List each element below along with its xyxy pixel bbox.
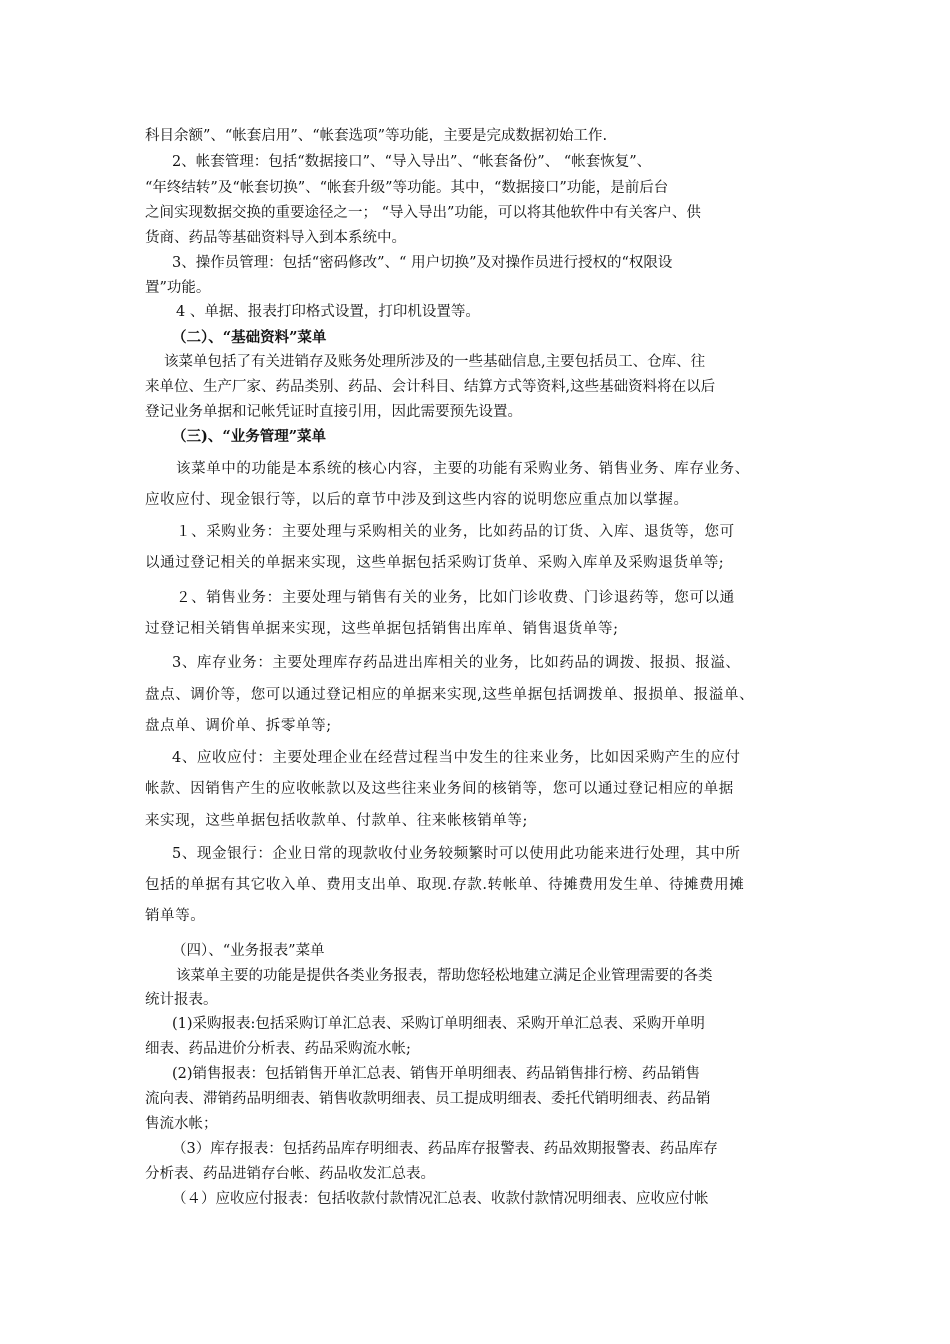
text-line: 统计报表。: [145, 992, 218, 1008]
text-line: 4、应收应付：主要处理企业在经营过程当中发生的往来业务，比如因采购产生的应付: [172, 750, 741, 766]
text-line: 流向表、滞销药品明细表、销售收款明细表、员工提成明细表、委托代销明细表、药品销: [145, 1091, 711, 1107]
text-line: 销单等。: [145, 908, 206, 924]
text-line: “年终结转”及“帐套切换”、“帐套升级”等功能。其中，“数据接口”功能，是前后台: [145, 180, 669, 196]
text-line: 过登记相关销售单据来实现，这些单据包括销售出库单、销售退货单等;: [145, 621, 619, 637]
text-line: ２、销售业务：主要处理与销售有关的业务，比如门诊收费、门诊退药等，您可以通: [176, 590, 735, 606]
section-heading: （三)、“业务管理”菜单: [172, 428, 327, 445]
text-line: 货商、药品等基础资料导入到本系统中。: [145, 230, 406, 246]
text-line: 4 、单据、报表打印格式设置，打印机设置等。: [176, 304, 480, 320]
text-line: 细表、药品进价分析表、药品采购流水帐;: [145, 1041, 411, 1057]
text-line: １、采购业务：主要处理与采购相关的业务，比如药品的订货、入库、退货等，您可: [176, 524, 735, 540]
text-line: 该菜单包括了有关进销存及账务处理所涉及的一些基础信息,主要包括员工、仓库、往: [164, 354, 706, 370]
text-line: （3）库存报表：包括药品库存明细表、药品库存报警表、药品效期报警表、药品库存: [172, 1141, 718, 1157]
text-line: 售流水帐；: [145, 1116, 218, 1132]
text-line: 帐款、因销售产生的应收帐款以及这些往来业务间的核销等，您可以通过登记相应的单据: [145, 781, 734, 797]
text-line: 该菜单主要的功能是提供各类业务报表，帮助您轻松地建立满足企业管理需要的各类: [176, 968, 713, 984]
section-heading: （二）、“基础资料”菜单: [172, 329, 327, 346]
text-line: 科目余额”、“帐套启用”、“帐套选项”等功能，主要是完成数据初始工作.: [145, 128, 608, 144]
text-line: (1)采购报表:包括采购订单汇总表、采购订单明细表、采购开单汇总表、采购开单明: [172, 1016, 705, 1032]
text-line: 盘点、调价等，您可以通过登记相应的单据来实现,这些单据包括调拨单、报损单、报溢单、: [145, 687, 755, 703]
text-line: 分析表、药品进销存台帐、药品收发汇总表。: [145, 1166, 435, 1182]
text-line: 3、库存业务：主要处理库存药品进出库相关的业务，比如药品的调拨、报损、报溢、: [172, 655, 741, 671]
text-line: 以通过登记相关的单据来实现，这些单据包括采购订货单、采购入库单及采购退货单等;: [145, 555, 725, 571]
text-line: 包括的单据有其它收入单、费用支出单、取现.存款.转帐单、待摊费用发生单、待摊费用摊: [145, 877, 745, 893]
text-line: 盘点单、调价单、拆零单等;: [145, 718, 332, 734]
text-line: (2)销售报表：包括销售开单汇总表、销售开单明细表、药品销售排行榜、药品销售: [172, 1066, 701, 1082]
text-line: 置”功能。: [145, 280, 211, 296]
text-line: 来单位、生产厂家、药品类别、药品、会计科目、结算方式等资料,这些基础资料将在以后: [145, 379, 716, 395]
text-line: 该菜单中的功能是本系统的核心内容，主要的功能有采购业务、销售业务、库存业务、: [176, 461, 750, 477]
text-line: 登记业务单据和记帐凭证时直接引用，因此需要预先设置。: [145, 404, 522, 420]
section-heading: （四）、“业务报表”菜单: [172, 943, 325, 959]
text-line: 2、帐套管理：包括“数据接口”、“导入导出”、“帐套备份”、 “帐套恢复”、: [172, 154, 652, 170]
text-line: 应收应付、现金银行等，以后的章节中涉及到这些内容的说明您应重点加以掌握。: [145, 492, 689, 508]
text-line: （４）应收应付报表：包括收款付款情况汇总表、收款付款情况明细表、应收应付帐: [172, 1191, 709, 1207]
text-line: 来实现，这些单据包括收款单、付款单、往来帐核销单等;: [145, 813, 528, 829]
text-line: 之间实现数据交换的重要途径之一； “导入导出”功能，可以将其他软件中有关客户、供: [145, 205, 701, 221]
text-line: 5、现金银行：企业日常的现款收付业务较频繁时可以使用此功能来进行处理，其中所: [172, 846, 741, 862]
text-line: 3、操作员管理：包括“密码修改”、“ 用户切换”及对操作员进行授权的“权限设: [172, 255, 673, 271]
